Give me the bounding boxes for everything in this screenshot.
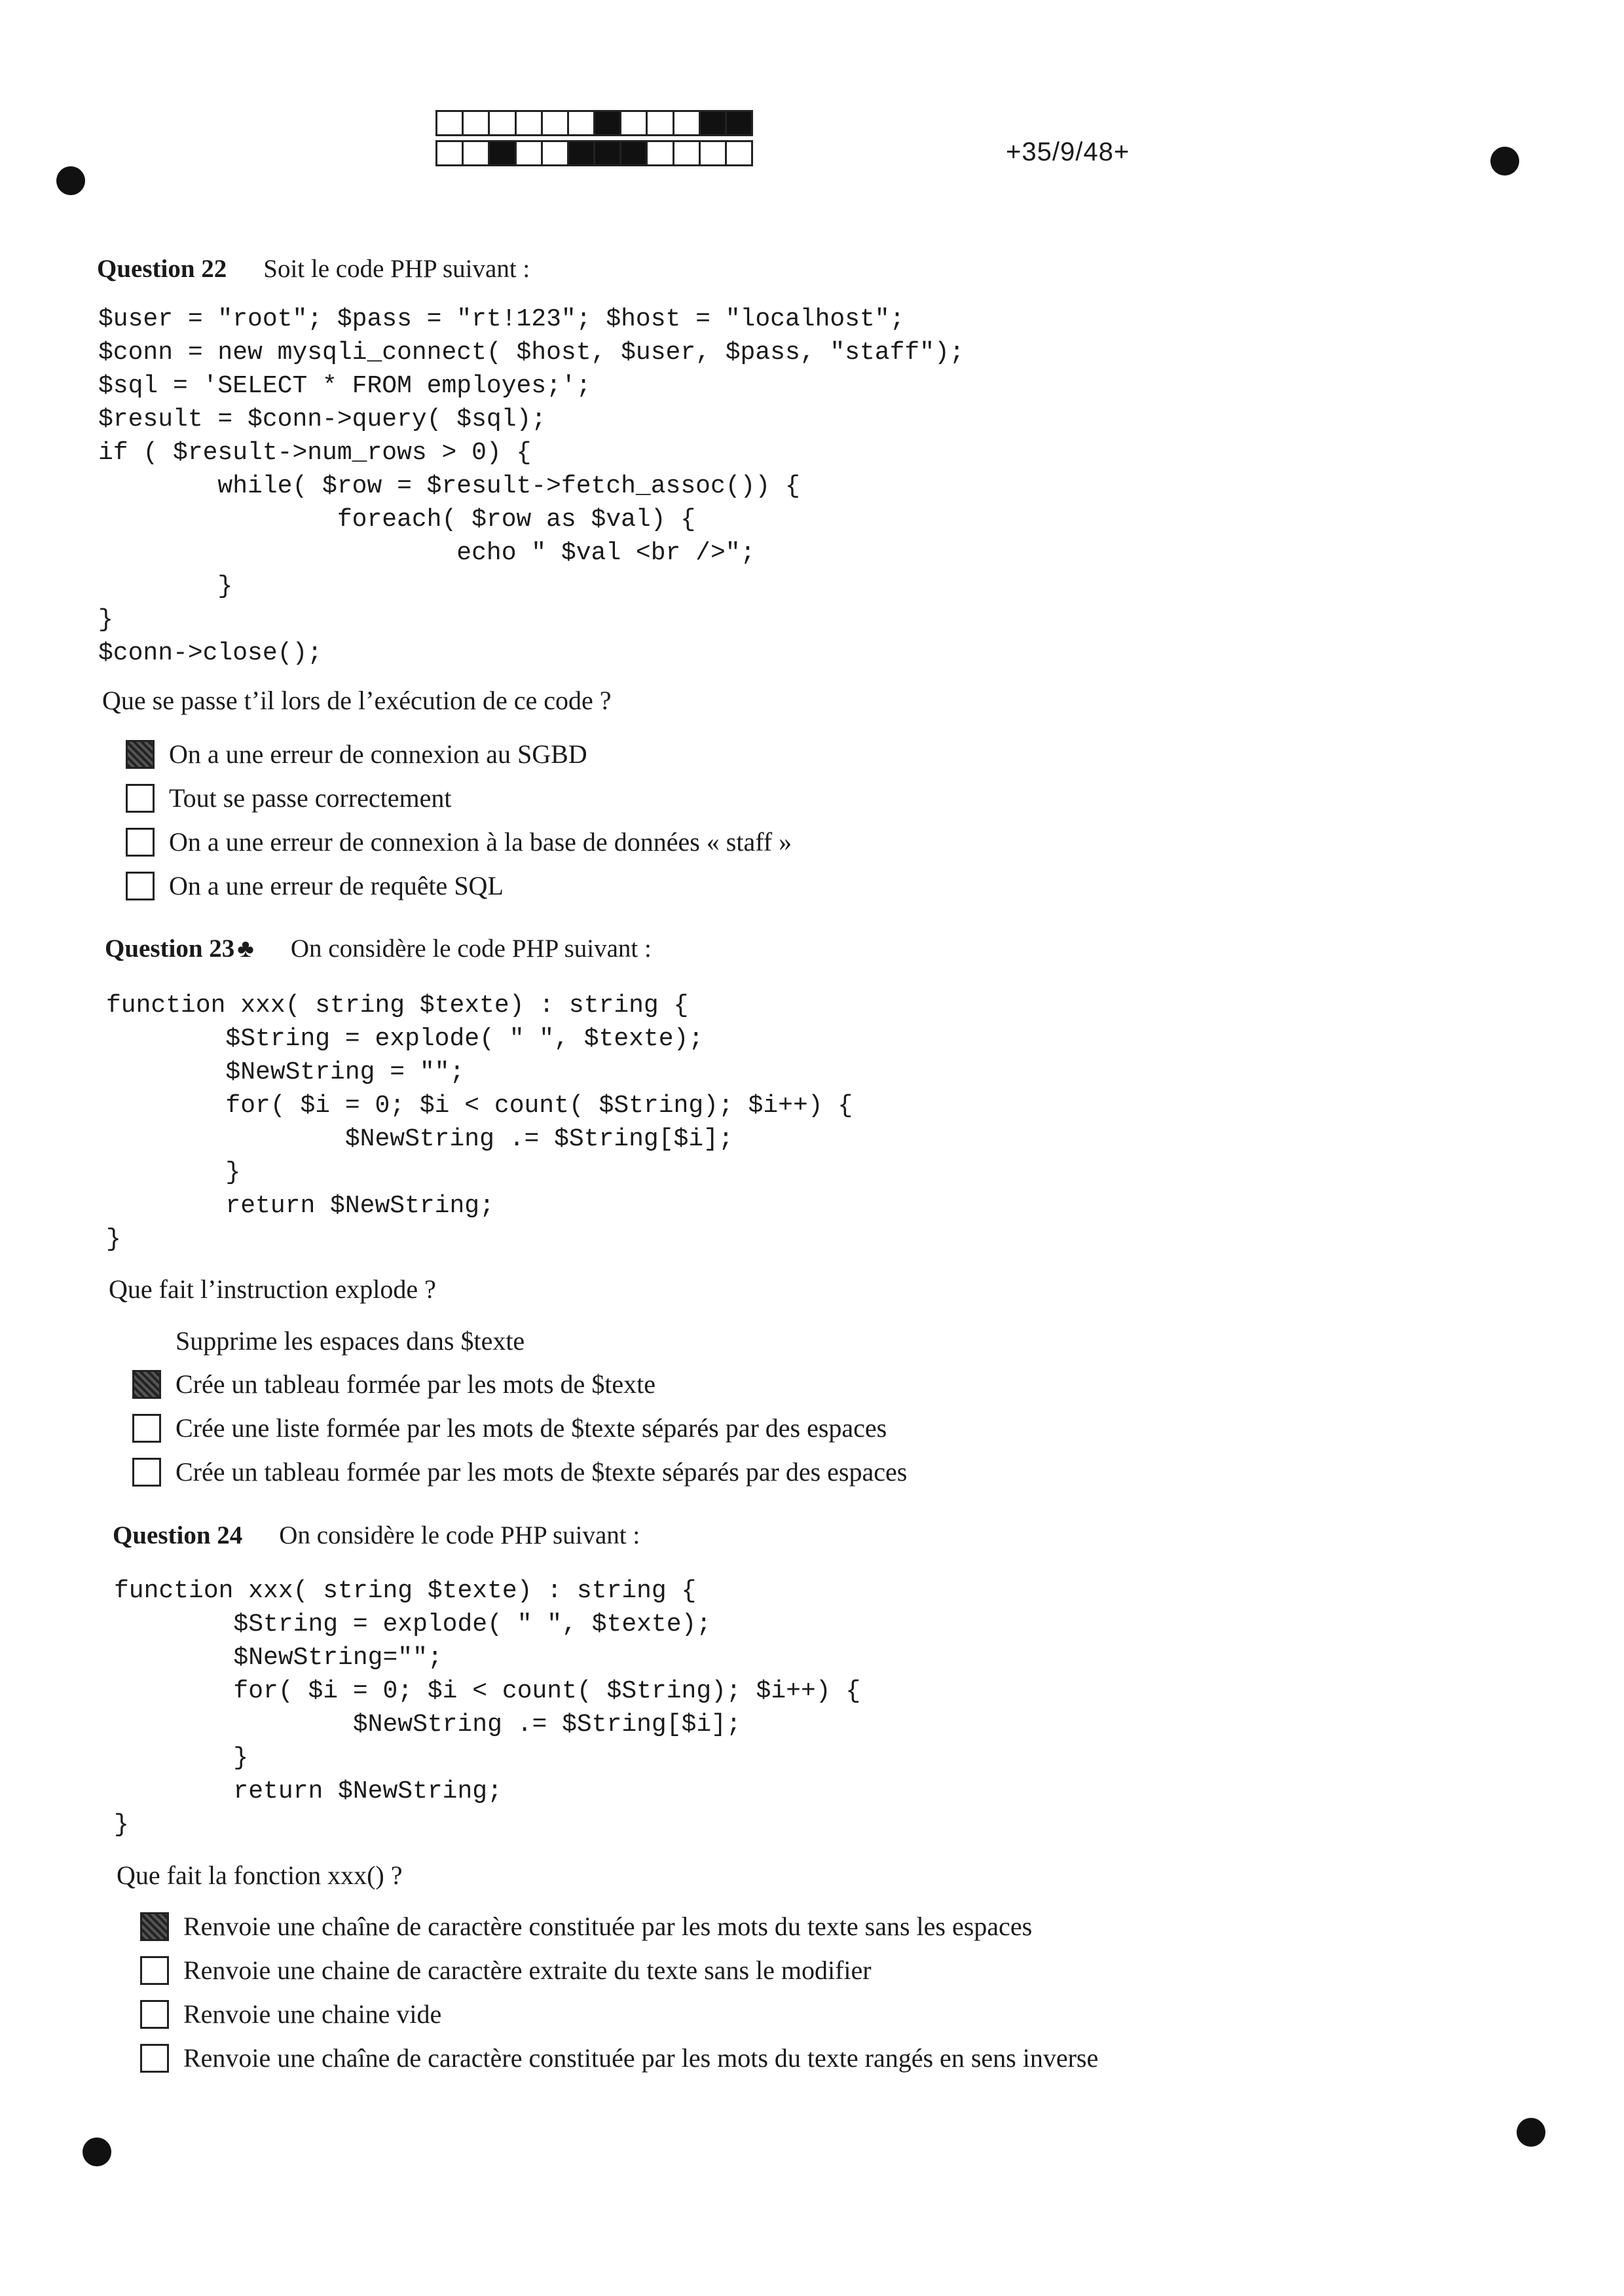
answer-option[interactable] bbox=[140, 1911, 1032, 1942]
multiple-answers-club-icon: ♣ bbox=[237, 935, 254, 963]
answer-checkbox[interactable] bbox=[126, 740, 155, 769]
barcode-cell bbox=[435, 140, 464, 166]
answer-option[interactable] bbox=[140, 2043, 1098, 2073]
question-23-header bbox=[105, 934, 652, 963]
question-number: Question 22 bbox=[97, 255, 227, 283]
barcode-cell bbox=[567, 110, 595, 136]
answer-checkbox[interactable] bbox=[132, 1327, 161, 1356]
answer-label: On a une erreur de connexion à la base de données « staff » bbox=[169, 827, 792, 857]
answer-label: Renvoie une chaîne de caractère constituée par les mots du texte sans les espaces bbox=[183, 1912, 1033, 1941]
answer-checkbox[interactable] bbox=[140, 2000, 169, 2029]
barcode-cell bbox=[646, 110, 674, 136]
barcode-cell bbox=[462, 140, 490, 166]
answer-option[interactable] bbox=[126, 739, 587, 769]
question-24-prompt: Que fait la fonction xxx() ? bbox=[117, 1861, 403, 1890]
question-number: Question 23 ♣ bbox=[105, 935, 254, 963]
barcode-cell bbox=[725, 140, 753, 166]
question-intro: On considère le code PHP suivant : bbox=[290, 935, 652, 963]
barcode-cell bbox=[593, 110, 621, 136]
answer-label: Crée un tableau formée par les mots de $texte bbox=[175, 1369, 656, 1399]
answer-checkbox[interactable] bbox=[140, 1956, 169, 1985]
barcode-cell bbox=[699, 140, 727, 166]
question-22-prompt: Que se passe t’il lors de l’exécution de ce code ? bbox=[102, 686, 612, 715]
answer-label: Renvoie une chaîne de caractère constituée par les mots du texte rangés en sens inverse bbox=[183, 2043, 1099, 2073]
answer-option[interactable] bbox=[140, 1955, 872, 1986]
answer-label: Crée un tableau formée par les mots de $texte séparés par des espaces bbox=[175, 1457, 908, 1487]
answer-checkbox[interactable] bbox=[140, 2044, 169, 2073]
question-23-code: function xxx( string $texte) : string { $String = explode( " ", $texte); $NewString = ""; for( $i = 0; $i < count( $String); $i++) { $NewString .= $String[$i]; } return $NewString; } bbox=[106, 991, 853, 1253]
question-23-prompt: Que fait l’instruction explode ? bbox=[109, 1274, 436, 1304]
barcode-cell bbox=[541, 110, 569, 136]
answer-label: Renvoie une chaine de caractère extraite du texte sans le modifier bbox=[183, 1955, 872, 1985]
barcode-cell bbox=[435, 110, 464, 136]
answer-label: On a une erreur de requête SQL bbox=[169, 871, 504, 900]
answer-checkbox[interactable] bbox=[126, 828, 155, 857]
barcode-cell bbox=[619, 140, 648, 166]
barcode-cell bbox=[619, 110, 648, 136]
registration-mark-bottom-right bbox=[1517, 2118, 1545, 2147]
answer-option[interactable] bbox=[126, 783, 451, 813]
registration-mark-top-left bbox=[56, 166, 85, 195]
question-number: Question 24 bbox=[113, 1521, 243, 1549]
barcode-cell bbox=[646, 140, 674, 166]
question-intro: On considère le code PHP suivant : bbox=[279, 1521, 640, 1549]
question-22-header bbox=[97, 254, 530, 284]
barcode-cell bbox=[541, 140, 569, 166]
answer-label: On a une erreur de connexion au SGBD bbox=[169, 739, 587, 769]
answer-option[interactable] bbox=[126, 826, 792, 857]
answer-label: Crée une liste formée par les mots de $texte séparés par des espaces bbox=[175, 1413, 887, 1443]
answer-label: Tout se passe correctement bbox=[169, 783, 452, 813]
barcode-cell bbox=[462, 110, 490, 136]
barcode-row-2 bbox=[437, 140, 753, 166]
barcode-cell bbox=[515, 140, 543, 166]
barcode-cell bbox=[673, 110, 701, 136]
barcode-cell bbox=[567, 140, 595, 166]
answer-checkbox[interactable] bbox=[140, 1912, 169, 1941]
answer-checkbox[interactable] bbox=[126, 872, 155, 900]
barcode-cell bbox=[488, 110, 516, 136]
answer-option[interactable] bbox=[132, 1369, 655, 1399]
question-22-code: $user = "root"; $pass = "rt!123"; $host = "localhost"; $conn = new mysqli_connect( $host, $user, $pass, "staff"); $sql = 'SELECT * FROM employes;'; $result = $conn->query( $sql); if ( $result->num_rows > 0) { while( $row = $result->fetch_assoc()) { foreach( $row as $val) { echo " $val <br />"; } } $conn->close(); bbox=[98, 305, 965, 667]
question-intro: Soit le code PHP suivant : bbox=[263, 255, 530, 283]
answer-option[interactable] bbox=[132, 1325, 525, 1356]
answer-label: Renvoie une chaine vide bbox=[183, 1999, 442, 2029]
barcode-cell bbox=[593, 140, 621, 166]
answer-option[interactable] bbox=[132, 1413, 887, 1443]
answer-label: Supprime les espaces dans $texte bbox=[175, 1326, 525, 1356]
barcode-cell bbox=[673, 140, 701, 166]
answer-option[interactable] bbox=[126, 870, 504, 901]
registration-mark-top-right bbox=[1490, 147, 1519, 176]
answer-option[interactable] bbox=[132, 1456, 907, 1487]
barcode-cell bbox=[699, 110, 727, 136]
answer-checkbox[interactable] bbox=[132, 1370, 161, 1399]
answer-checkbox[interactable] bbox=[132, 1414, 161, 1443]
answer-checkbox[interactable] bbox=[126, 784, 155, 813]
barcode-cell bbox=[515, 110, 543, 136]
barcode-row-1 bbox=[437, 110, 753, 136]
page-code: +35/9/48+ bbox=[1006, 138, 1130, 166]
barcode-cell bbox=[488, 140, 516, 166]
barcode-cell bbox=[725, 110, 753, 136]
question-24-header bbox=[113, 1521, 640, 1550]
registration-mark-bottom-left bbox=[83, 2138, 111, 2166]
answer-option[interactable] bbox=[140, 1999, 441, 2029]
answer-checkbox[interactable] bbox=[132, 1458, 161, 1487]
question-24-code: function xxx( string $texte) : string { $String = explode( " ", $texte); $NewString=""; for( $i = 0; $i < count( $String); $i++) { $NewString .= $String[$i]; } return $NewString; } bbox=[114, 1577, 861, 1839]
